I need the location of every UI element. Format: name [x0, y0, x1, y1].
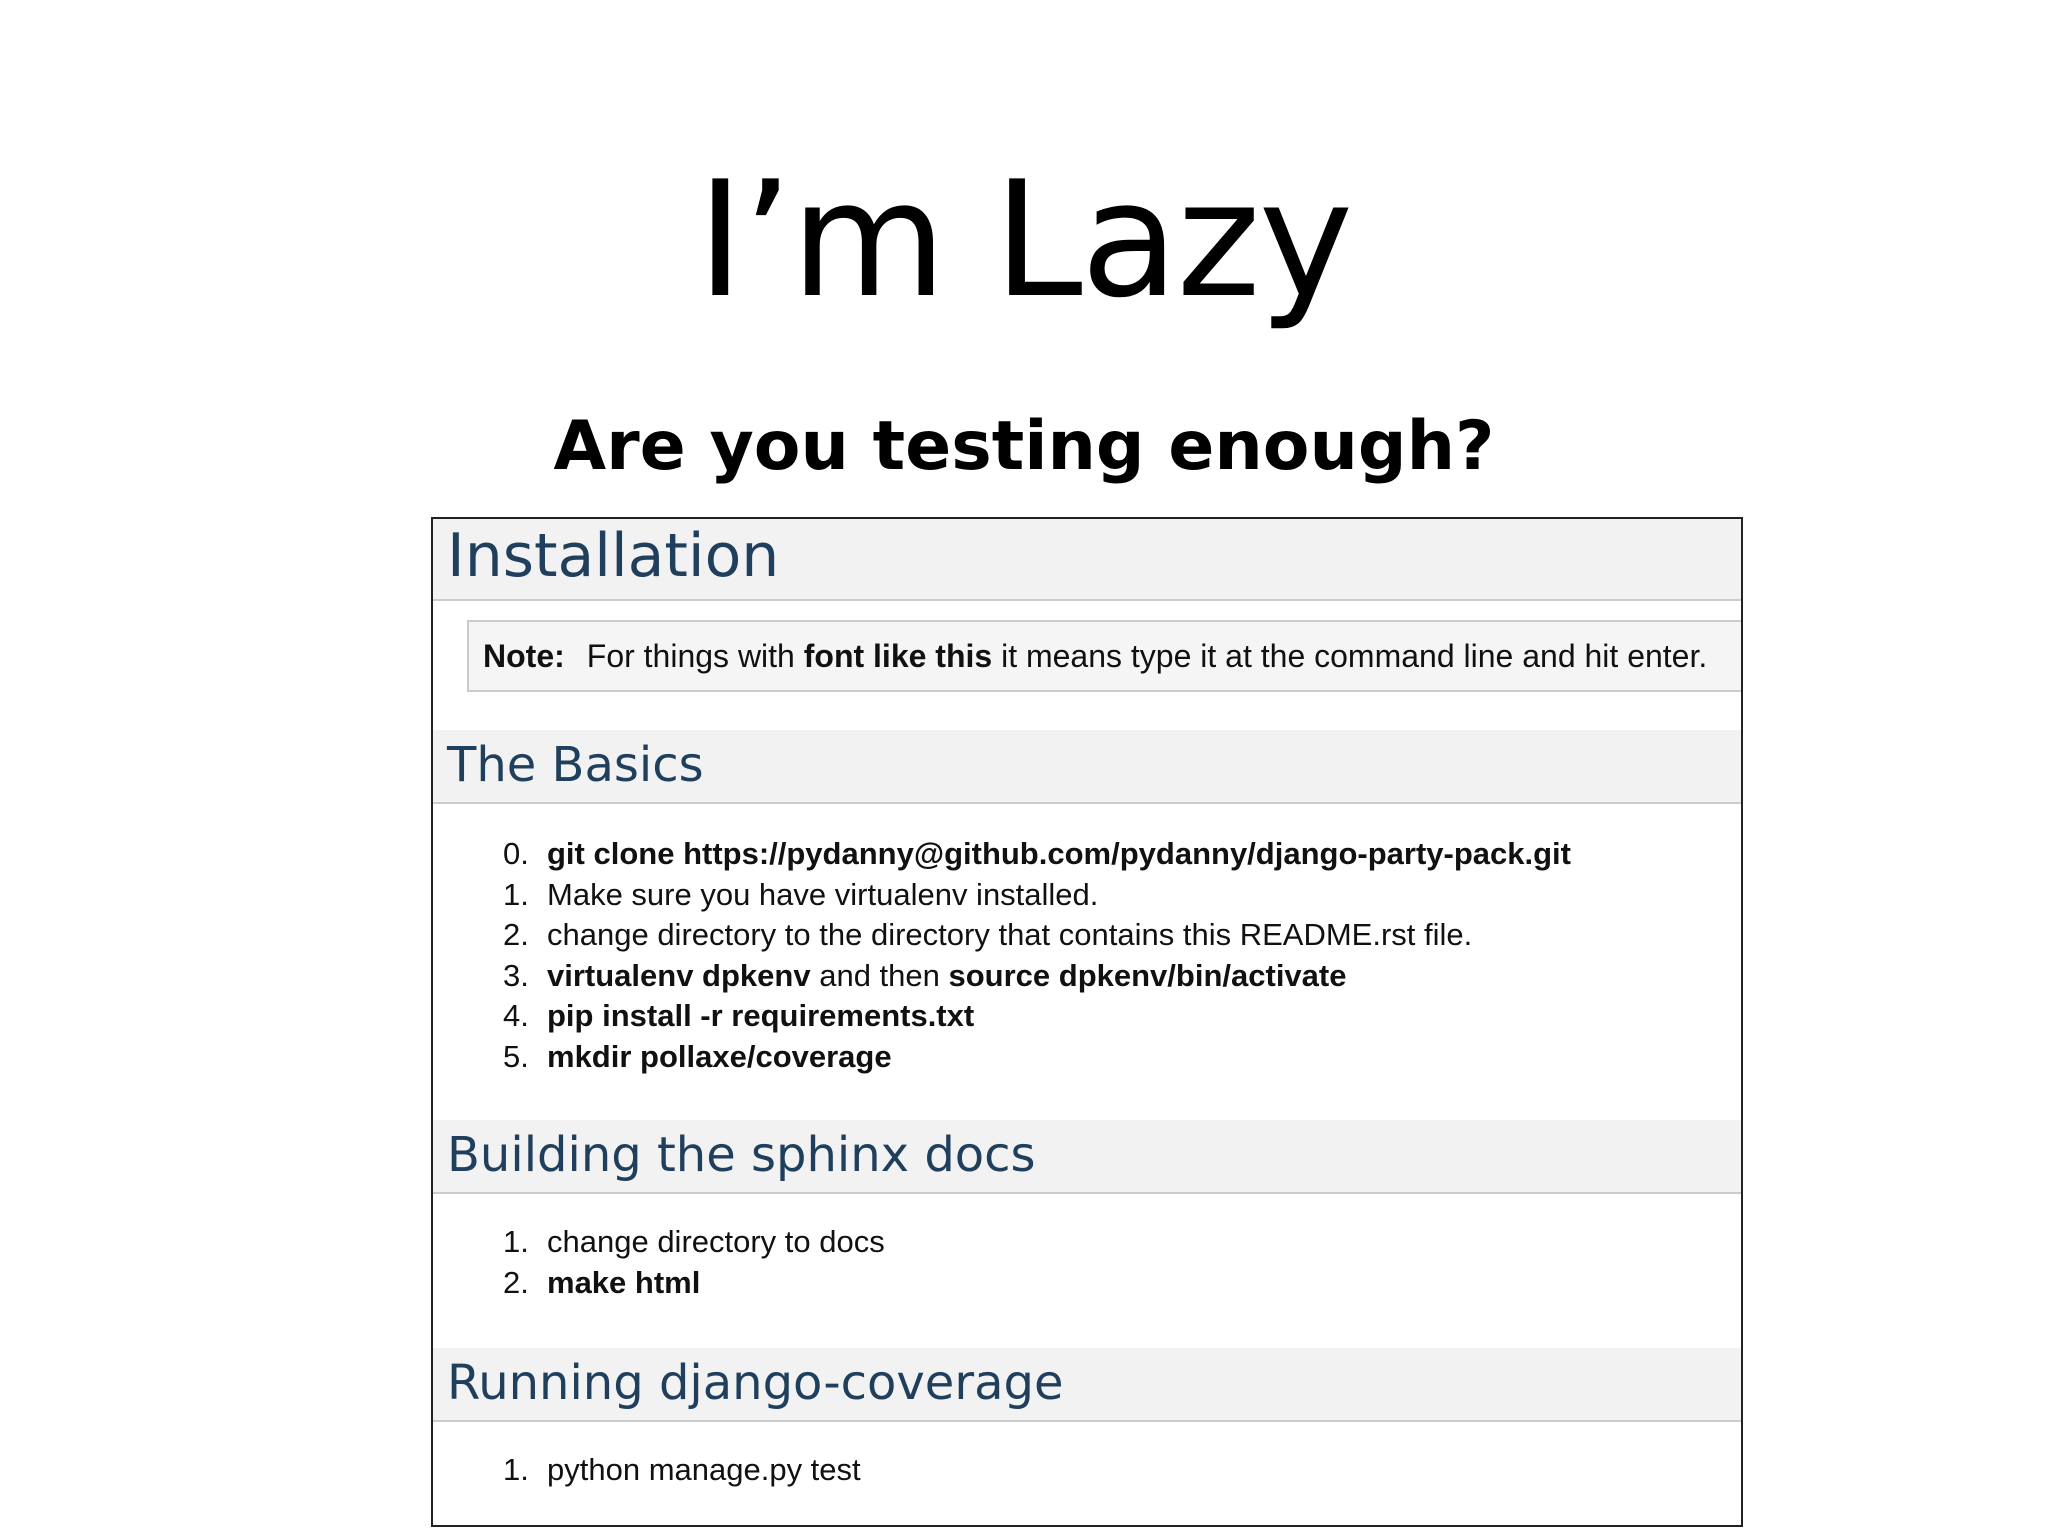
basics-heading: The Basics — [433, 730, 1741, 804]
coverage-steps-list — [503, 1450, 861, 1491]
installation-heading: Installation — [433, 519, 1741, 601]
step-number: 1. — [503, 1224, 529, 1259]
step-number: 5. — [503, 1038, 529, 1074]
list-item — [503, 875, 1571, 916]
step-number: 4. — [503, 998, 529, 1033]
step-number: 2. — [503, 917, 529, 952]
note-label: Note: — [483, 638, 565, 674]
list-item — [503, 1222, 885, 1263]
step-number: 1. — [503, 1452, 529, 1487]
step-command: mkdir pollaxe/coverage — [547, 1038, 892, 1074]
slide-title: I’m Lazy — [696, 146, 1352, 333]
list-item — [503, 1263, 885, 1304]
list-item — [503, 915, 1571, 956]
list-item — [503, 956, 1571, 997]
note-bold-text: font like this — [803, 638, 993, 674]
note-text-after: it means type it at the command line and hit enter. — [992, 638, 1708, 674]
step-number: 2. — [503, 1264, 529, 1300]
step-command: make html — [547, 1264, 701, 1300]
step-command: pip install -r requirements.txt — [547, 998, 975, 1033]
step-text: Make sure you have virtualenv installed. — [547, 876, 1099, 912]
coverage-heading: Running django-coverage — [433, 1348, 1741, 1422]
step-number: 3. — [503, 957, 529, 993]
slide-subtitle: Are you testing enough? — [553, 407, 1495, 486]
list-item — [503, 834, 1571, 875]
note-text-before: For things with — [586, 638, 804, 674]
sphinx-heading: Building the sphinx docs — [433, 1120, 1741, 1194]
step-text: change directory to docs — [547, 1224, 885, 1259]
note-box — [467, 620, 1741, 692]
step-command: virtualenv dpkenv — [547, 957, 811, 993]
readme-screenshot — [431, 517, 1743, 1527]
step-number: 1. — [503, 876, 529, 912]
list-item — [503, 1450, 861, 1491]
step-command: git clone https://pydanny@github.com/pydanny/django-party-pack.git — [547, 836, 1571, 871]
step-text: and then — [810, 957, 949, 993]
basics-steps-list — [503, 834, 1571, 1077]
list-item — [503, 1037, 1571, 1078]
step-number: 0. — [503, 836, 529, 871]
sphinx-steps-list — [503, 1222, 885, 1303]
step-text: python manage.py test — [547, 1452, 861, 1487]
step-command: source dpkenv/bin/activate — [948, 957, 1347, 993]
step-text: change directory to the directory that contains this README.rst file. — [547, 917, 1473, 952]
list-item — [503, 996, 1571, 1037]
